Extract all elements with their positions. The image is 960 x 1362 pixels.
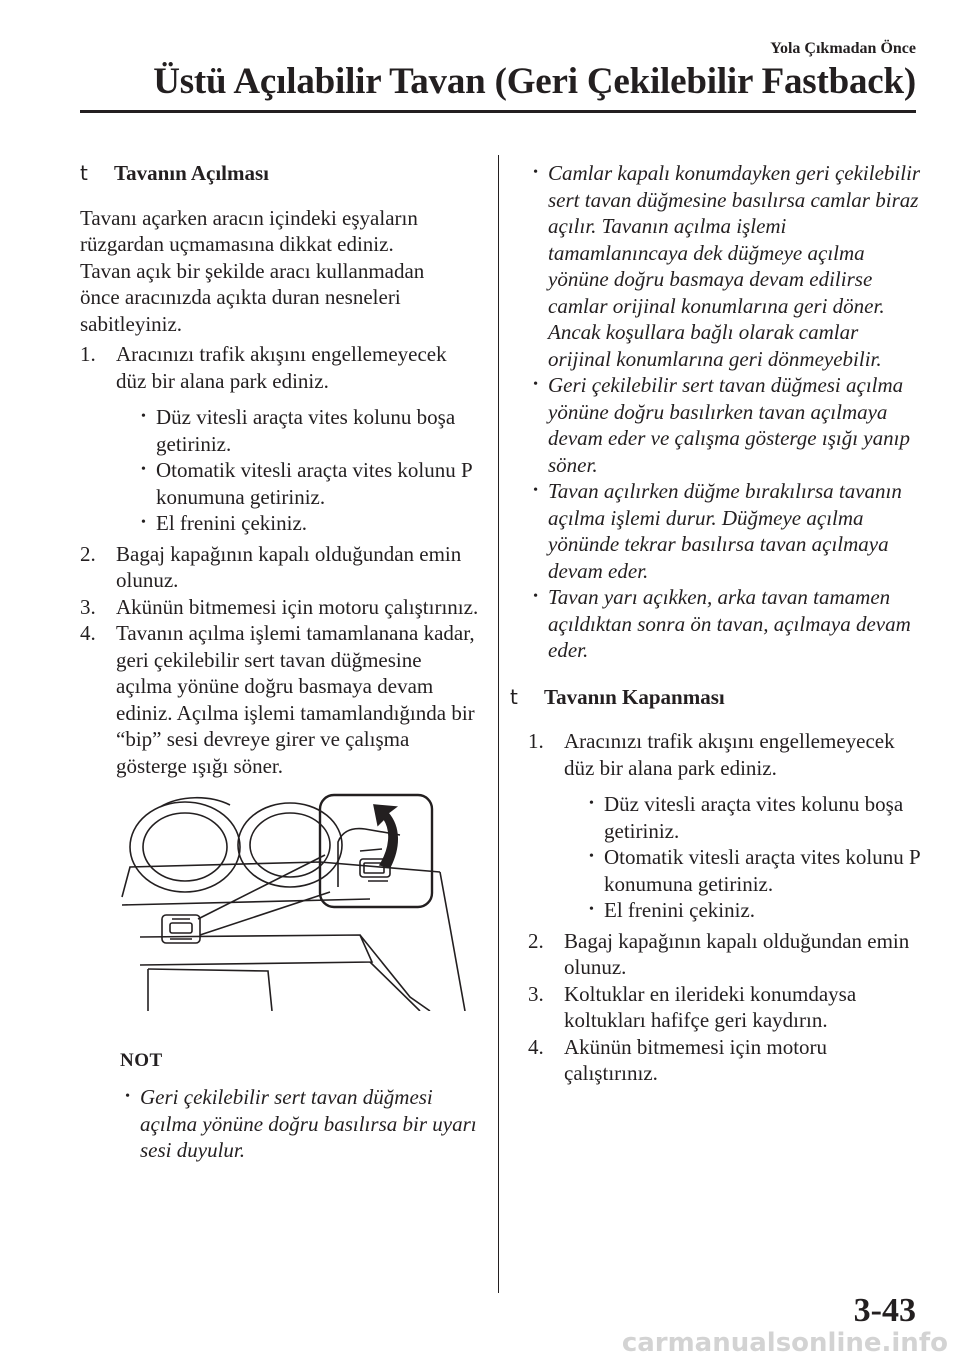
arrow-icon — [374, 805, 397, 867]
list-item — [584, 897, 924, 924]
step-bullets — [584, 791, 924, 924]
right-column — [510, 160, 924, 1087]
bullet-text: Otomatik vitesli araçta vites kolunu P konumuna getiriniz. — [156, 458, 472, 509]
bullet-icon: • — [141, 462, 146, 477]
close-step-2 — [528, 928, 924, 981]
bullet-icon: • — [533, 589, 538, 604]
intro-line: Tavanı açarken aracın içindeki eşyaların — [80, 205, 418, 230]
open-step-1 — [80, 341, 480, 537]
section-marker-icon: t — [80, 161, 88, 185]
note-text: Geri çekilebilir sert tavan düğmesi açılma yönüne doğru basılırsa bir uyarı sesi duyulur. — [140, 1085, 477, 1162]
note-text: Geri çekilebilir sert tavan düğmesi açılma yönüne doğru basılırken tavan açılmaya devam eder ve çalışma gösterge ışığı yanıp söner. — [548, 373, 910, 477]
open-steps — [80, 341, 480, 779]
bullet-icon: • — [589, 796, 594, 811]
step-number: 2. — [80, 541, 96, 566]
list-item — [136, 510, 480, 537]
step-text: Akünün bitmemesi için motoru çalıştırınız. — [116, 594, 479, 619]
list-item — [528, 478, 924, 584]
note-text: Camlar kapalı konumdayken geri çekilebilir sert tavan düğmesine basılırsa camlar biraz açılır. Tavanın açılma işlemi tamamlanıncaya dek düğmeye açılma yönüne doğru basmaya devam edilirse camlar orijinal konumlarına geri döner. Ancak koşullara bağlı olarak camlar orijinal konumlarına geri dönmeyebilir. — [548, 161, 921, 371]
bullet-icon: • — [533, 377, 538, 392]
step-number: 1. — [528, 729, 544, 753]
note-label: NOT — [120, 1049, 163, 1071]
open-step-3 — [80, 594, 480, 621]
section-heading-close — [510, 684, 924, 711]
bullet-icon: • — [141, 515, 146, 530]
note-continued-bullets — [528, 160, 924, 664]
open-step-4 — [80, 620, 480, 779]
step-text: Koltuklar en ilerideki konumdaysa koltukları hafifçe geri kaydırın. — [564, 981, 857, 1032]
header-rule — [80, 110, 916, 113]
step-text: Tavanın açılma işlemi tamamlanana kadar, geri çekilebilir sert tavan düğmesine açılma yönüne doğru basmaya devam ediniz. Açılma işlemi tamamlandığında bir “bip” sesi devreye girer ve çalışma gösterge ışığı söner. — [116, 621, 475, 778]
section-heading-text: Tavanın Açılması — [114, 161, 270, 185]
bullet-icon: • — [125, 1089, 130, 1104]
step-text: Aracınızı trafik akışını engellemeyecek düz bir alana park ediniz. — [116, 342, 447, 393]
section-marker-icon: t — [510, 684, 518, 709]
note-text: Tavan yarı açıkken, arka tavan tamamen açıldıktan sonra ön tavan, açılmaya devam eder. — [548, 585, 911, 662]
close-steps — [528, 728, 924, 1087]
page-title: Üstü Açılabilir Tavan (Geri Çekilebilir Fastback) — [153, 61, 916, 102]
roof-switch-illustration — [120, 787, 485, 1011]
watermark: carmanualsonline.info — [621, 1328, 948, 1358]
step-number: 4. — [80, 621, 96, 645]
column-divider — [498, 155, 499, 1293]
list-item — [136, 457, 480, 510]
close-step-4 — [528, 1034, 924, 1087]
list-item — [584, 844, 924, 897]
list-item — [136, 404, 480, 457]
intro-line: Tavan açık bir şekilde aracı kullanmadan — [80, 258, 425, 283]
bullet-text: Düz vitesli araçta vites kolunu boşa getiriniz. — [156, 405, 456, 456]
bullet-text: Otomatik vitesli araçta vites kolunu P konumuna getiriniz. — [604, 845, 920, 896]
step-text: Bagaj kapağının kapalı olduğundan emin olunuz. — [564, 928, 910, 979]
section-heading-open — [80, 160, 480, 187]
bullet-icon: • — [141, 409, 146, 424]
bullet-text: El frenini çekiniz. — [156, 511, 308, 535]
left-column — [80, 160, 480, 1164]
step-text: Aracınızı trafik akışını engellemeyecek düz bir alana park ediniz. — [564, 729, 895, 780]
bullet-icon: • — [533, 483, 538, 498]
note-text: Tavan açılırken düğme bırakılırsa tavanın açılma işlemi durur. Düğmeye açılma yönünde tekrar basılırsa tavan açılmaya devam eder. — [548, 479, 902, 583]
intro-line: rüzgardan uçmamasına dikkat ediniz. — [80, 232, 394, 256]
page-number: 3-43 — [853, 1292, 916, 1329]
intro-paragraph — [80, 205, 480, 338]
step-text: Bagaj kapağının kapalı olduğundan emin olunuz. — [116, 541, 462, 592]
list-item — [120, 1084, 480, 1164]
list-item — [528, 372, 924, 478]
step-number: 3. — [528, 981, 544, 1006]
bullet-icon: • — [589, 902, 594, 917]
bullet-icon: • — [533, 165, 538, 180]
bullet-text: El frenini çekiniz. — [604, 898, 756, 922]
section-heading-text: Tavanın Kapanması — [544, 684, 725, 709]
list-item — [528, 584, 924, 664]
note-bullets — [120, 1084, 480, 1164]
list-item — [528, 160, 924, 372]
step-bullets — [136, 404, 480, 537]
bullet-icon: • — [589, 849, 594, 864]
step-number: 3. — [80, 594, 96, 619]
chapter-name: Yola Çıkmadan Önce — [770, 40, 916, 57]
open-step-2 — [80, 541, 480, 594]
list-item — [584, 791, 924, 844]
step-text: Akünün bitmemesi için motoru çalıştırınız. — [564, 1034, 828, 1085]
step-number: 2. — [528, 928, 544, 953]
bullet-text: Düz vitesli araçta vites kolunu boşa getiriniz. — [604, 792, 904, 843]
step-number: 1. — [80, 342, 96, 366]
close-step-1 — [528, 728, 924, 924]
intro-line: sabitleyiniz. — [80, 311, 183, 336]
close-step-3 — [528, 981, 924, 1034]
step-number: 4. — [528, 1034, 544, 1059]
intro-line: önce aracınızda açıkta duran nesneleri — [80, 285, 401, 309]
